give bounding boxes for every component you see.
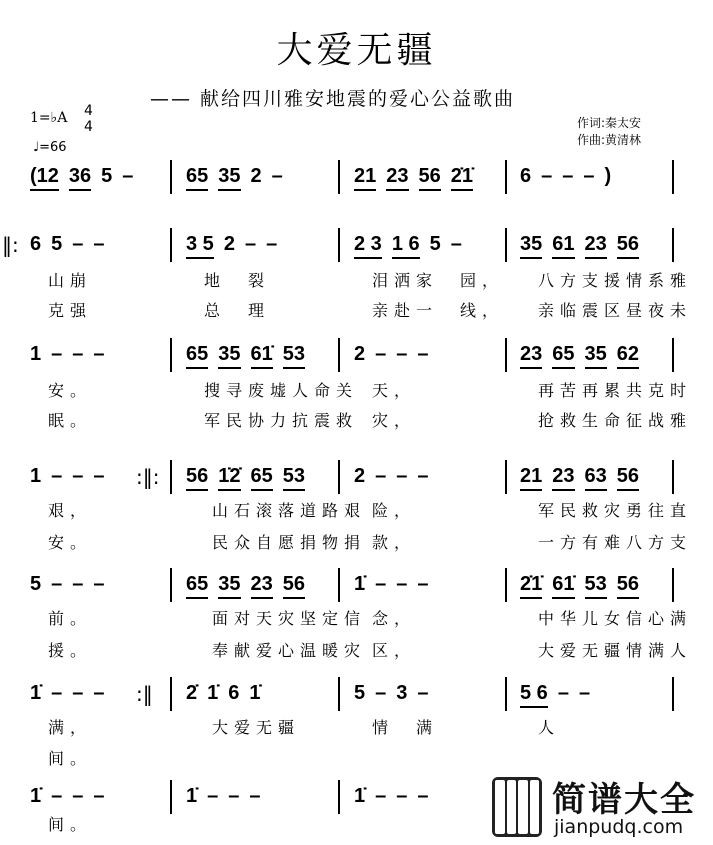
note: 5	[429, 233, 441, 255]
note: 35	[218, 342, 240, 369]
lyric: 眠。	[48, 411, 93, 430]
lyric: 八方支援情系雅	[538, 271, 693, 290]
note: –	[541, 165, 553, 187]
lyric: 安。	[48, 381, 93, 400]
measure	[520, 164, 611, 192]
piano-icon	[492, 777, 542, 837]
lyric: 间。	[48, 749, 93, 768]
note: –	[72, 785, 84, 807]
note: 56	[419, 164, 441, 191]
score-row	[0, 228, 713, 262]
note: –	[72, 343, 84, 365]
lyric: 抢救生命征战雅	[538, 411, 693, 430]
measure	[520, 232, 639, 260]
note: 1̇	[354, 785, 366, 807]
note: 21	[520, 464, 542, 491]
measure	[30, 572, 105, 600]
note: –	[417, 573, 429, 595]
barline	[170, 160, 172, 194]
note: 61̇	[552, 572, 574, 599]
time-signature-top: 4	[84, 103, 93, 119]
note: –	[375, 573, 387, 595]
measure	[30, 784, 105, 812]
lyric: 亲赴一 线，	[372, 301, 505, 320]
barline	[672, 338, 674, 372]
note: 65	[251, 464, 273, 491]
barline	[672, 460, 674, 494]
key-signature: 1=♭A	[30, 110, 68, 126]
note: )	[604, 165, 612, 187]
lyric: 山崩	[48, 271, 93, 290]
lyric: 情 满	[372, 718, 439, 737]
note: –	[396, 785, 408, 807]
barline	[338, 228, 340, 262]
note: 1	[30, 465, 42, 487]
note: –	[207, 785, 219, 807]
note: 21	[354, 164, 376, 191]
time-signature-bottom: 4	[84, 119, 93, 135]
note: –	[72, 233, 84, 255]
note: 1̇	[354, 573, 366, 595]
barline	[338, 338, 340, 372]
note: 61̇	[251, 342, 273, 369]
lyric: 泪洒家 园，	[372, 271, 505, 290]
lyric: 搜寻废墟人命关	[204, 381, 359, 400]
barline	[338, 160, 340, 194]
lyric: 一方有难八方支	[538, 533, 693, 552]
note: –	[122, 165, 134, 187]
note: 5 6	[520, 681, 548, 708]
note: 65	[552, 342, 574, 369]
note: –	[72, 573, 84, 595]
note: 23	[520, 342, 542, 369]
note: 35	[218, 572, 240, 599]
score-row	[0, 338, 713, 372]
measure	[186, 464, 305, 492]
note: 1 6	[392, 232, 420, 259]
note: –	[375, 682, 387, 704]
lyric: 天，	[372, 381, 417, 400]
note: –	[375, 343, 387, 365]
barline	[505, 160, 507, 194]
measure	[354, 784, 429, 812]
barline	[338, 568, 340, 602]
barline	[170, 460, 172, 494]
barline	[170, 338, 172, 372]
note: 65	[186, 342, 208, 369]
measure	[186, 164, 283, 192]
note: 1̇	[30, 682, 42, 704]
note: 56	[283, 572, 305, 599]
note: –	[557, 682, 569, 704]
lyric: 再苦再累共克时	[538, 381, 693, 400]
score-row	[0, 677, 713, 711]
note: –	[228, 785, 240, 807]
note: 1̇	[207, 682, 219, 704]
note: –	[417, 682, 429, 704]
note: 23	[251, 572, 273, 599]
song-subtitle: —— 献给四川雅安地震的爱心公益歌曲	[150, 88, 516, 110]
measure	[30, 464, 105, 492]
lyric: 面对天灾坚定信	[212, 609, 367, 628]
note: 63	[585, 464, 607, 491]
note: –	[417, 785, 429, 807]
measure	[30, 681, 105, 709]
song-title: 大爱无疆	[276, 30, 437, 71]
lyric: 地 裂	[204, 271, 271, 290]
measure	[30, 342, 105, 370]
note: 3 5	[186, 232, 214, 259]
measure	[186, 342, 305, 370]
note: 5	[354, 682, 366, 704]
note: 1̇2̇	[218, 464, 240, 491]
lyric: 军民协力抗震救	[204, 411, 359, 430]
note: 62	[617, 342, 639, 369]
note: –	[396, 343, 408, 365]
barline	[170, 780, 172, 814]
site-logo	[492, 772, 708, 842]
note: 56	[617, 232, 639, 259]
note: –	[271, 165, 283, 187]
lyric: 灾，	[372, 411, 417, 430]
note: 53	[283, 342, 305, 369]
barline	[338, 780, 340, 814]
measure	[354, 342, 429, 370]
note: 65	[186, 572, 208, 599]
note: 2	[354, 343, 366, 365]
note: 5	[51, 233, 63, 255]
lyric: 安。	[48, 533, 93, 552]
note: –	[51, 785, 63, 807]
repeat-start: ‖:	[2, 233, 19, 257]
lyric: 大爱无疆	[212, 718, 301, 737]
note: 2	[250, 165, 262, 187]
barline	[505, 338, 507, 372]
note: 3	[396, 682, 408, 704]
repeat-sign: :‖:	[136, 465, 160, 489]
note: 35	[585, 342, 607, 369]
note: 36	[69, 164, 91, 191]
measure	[354, 232, 462, 260]
lyric: 大爱无疆情满人	[538, 641, 693, 660]
barline	[505, 228, 507, 262]
note: 23	[386, 164, 408, 191]
note: –	[93, 573, 105, 595]
note: –	[93, 682, 105, 704]
logo-url: jianpudq.com	[554, 816, 684, 838]
lyric: 中华儿女信心满	[538, 609, 693, 628]
note: 23	[552, 464, 574, 491]
note: –	[375, 465, 387, 487]
note: 56	[617, 572, 639, 599]
measure	[186, 572, 305, 600]
note: 5	[30, 573, 42, 595]
note: 2	[223, 233, 235, 255]
note: 61	[552, 232, 574, 259]
barline	[170, 568, 172, 602]
note: 1	[30, 343, 42, 365]
note: 1̇	[186, 785, 198, 807]
note: –	[583, 165, 595, 187]
note: –	[51, 573, 63, 595]
note: 2 3	[354, 232, 382, 259]
lyric: 间。	[48, 815, 93, 834]
note: 23	[585, 232, 607, 259]
note: 5	[101, 165, 113, 187]
lyric: 人	[538, 718, 561, 737]
note: 65	[186, 164, 208, 191]
note: –	[93, 233, 105, 255]
barline	[170, 677, 172, 711]
note: 53	[585, 572, 607, 599]
note: 35	[218, 164, 240, 191]
measure	[354, 164, 473, 192]
note: –	[266, 233, 278, 255]
repeat-sign: :‖	[136, 682, 153, 706]
barline	[672, 160, 674, 194]
note: –	[417, 465, 429, 487]
lyric: 民众自愿捐物捐	[212, 533, 367, 552]
lyric: 总 理	[204, 301, 271, 320]
lyric: 克强	[48, 301, 93, 320]
lyric: 险，	[372, 501, 417, 520]
note: –	[249, 785, 261, 807]
note: –	[578, 682, 591, 704]
lyric: 奉献爱心温暖灾	[212, 641, 367, 660]
lyric: 满，	[48, 718, 93, 737]
barline	[672, 228, 674, 262]
note: 53	[283, 464, 305, 491]
note: 2̇	[186, 682, 198, 704]
lyric: 山石滚落道路艰	[212, 501, 367, 520]
note: 2	[354, 465, 366, 487]
lyric: 援。	[48, 641, 93, 660]
note: 6	[228, 682, 240, 704]
note: 2̇1̇	[451, 164, 473, 191]
barline	[505, 460, 507, 494]
note: –	[72, 682, 84, 704]
lyric: 亲临震区昼夜未	[538, 301, 693, 320]
barline	[170, 228, 172, 262]
lyric: 念，	[372, 609, 417, 628]
lyricist-credit: 作词:秦太安	[577, 116, 642, 130]
barline	[338, 677, 340, 711]
note: 2̇1̇	[520, 572, 542, 599]
note: 6	[30, 233, 42, 255]
measure	[520, 342, 639, 370]
note: (12	[30, 164, 59, 191]
barline	[672, 568, 674, 602]
note: 56	[617, 464, 639, 491]
note: –	[51, 465, 63, 487]
note: –	[417, 343, 429, 365]
measure	[354, 464, 429, 492]
note: –	[51, 682, 63, 704]
note: –	[375, 785, 387, 807]
composer-credit: 作曲:黄清林	[577, 133, 642, 147]
measure	[186, 232, 277, 260]
measure	[520, 572, 639, 600]
barline	[672, 677, 674, 711]
score-row	[0, 160, 713, 194]
note: –	[562, 165, 574, 187]
note: 56	[186, 464, 208, 491]
lyric: 款，	[372, 533, 417, 552]
note: –	[51, 343, 63, 365]
score-row	[0, 568, 713, 602]
note: 1̇	[30, 785, 42, 807]
measure	[520, 464, 639, 492]
note: –	[72, 465, 84, 487]
measure	[186, 681, 261, 709]
measure	[354, 681, 429, 709]
measure	[30, 164, 133, 192]
barline	[505, 677, 507, 711]
note: 1̇	[249, 682, 261, 704]
time-signature	[84, 103, 93, 135]
note: –	[396, 573, 408, 595]
measure	[186, 784, 261, 812]
note: –	[93, 465, 105, 487]
note: –	[450, 233, 462, 255]
barline	[338, 460, 340, 494]
lyric: 前。	[48, 609, 93, 628]
measure	[520, 681, 590, 709]
score-row	[0, 460, 713, 494]
measure	[30, 232, 105, 260]
note: –	[93, 785, 105, 807]
note: –	[244, 233, 257, 255]
barline	[505, 568, 507, 602]
lyric: 军民救灾勇往直	[538, 501, 693, 520]
logo-text: 简谱大全	[552, 780, 696, 820]
measure	[354, 572, 429, 600]
tempo-marking: ♩=66	[33, 140, 67, 155]
lyric: 艰，	[48, 501, 93, 520]
note: –	[396, 465, 408, 487]
note: 6	[520, 165, 532, 187]
lyric: 区，	[372, 641, 417, 660]
note: 35	[520, 232, 542, 259]
note: –	[93, 343, 105, 365]
